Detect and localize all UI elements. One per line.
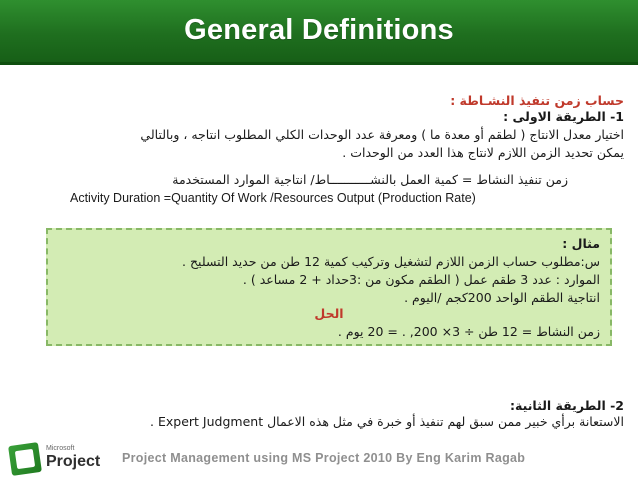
method1-heading: 1- الطريقة الاولى : bbox=[503, 109, 624, 124]
method2-heading: 2- الطريقة الثانية: bbox=[510, 398, 624, 413]
method1-line-2: يمكن تحديد الزمن اللازم لانتاج هذا العدد من الوحدات . bbox=[342, 145, 624, 160]
method2-text: الاستعانة برأي خبير ممن سبق لهم تنفيذ أو خبرة في مثل هذه الاعمال Expert Judgment . bbox=[150, 414, 624, 429]
slide-title: General Definitions bbox=[184, 14, 454, 46]
formula-english: Activity Duration =Quantity Of Work /Resources Output (Production Rate) bbox=[70, 191, 476, 205]
logo-product-text: Project bbox=[46, 453, 101, 470]
method1-line-1: اختيار معدل الانتاج ( لطقم أو معدة ما ) ومعرفة عدد الوحدات الكلي المطلوب انتاجه ، وبالتالي bbox=[140, 127, 624, 142]
example-solution: زمن النشاط = 12 طن ÷ 3× 200, . = 20 يوم . bbox=[337, 324, 600, 339]
logo-vendor-text: Microsoft bbox=[46, 445, 75, 452]
footer bbox=[0, 440, 638, 479]
project-logo-icon bbox=[8, 442, 42, 476]
example-question: س:مطلوب حساب الزمن اللازم لتشغيل وتركيب كمية 12 طن من حديد التسليح . bbox=[182, 254, 600, 269]
footer-caption: Project Management using MS Project 2010 By Eng Karim Ragab bbox=[122, 451, 526, 465]
example-resources: الموارد : عدد 3 طقم عمل ( الطقم مكون من :3حداد + 2 مساعد ) . bbox=[242, 272, 600, 287]
section-heading: حساب زمن تنفيذ النشـاطة : bbox=[450, 93, 624, 108]
example-solution-label: الحل bbox=[314, 306, 344, 321]
title-bar bbox=[0, 0, 638, 65]
example-productivity: انتاجية الطقم الواحد 200كجم /اليوم . bbox=[404, 290, 600, 305]
example-box bbox=[46, 228, 612, 346]
formula-arabic: زمن تنفيذ النشاط = كمية العمل بالنشـــــــــــاط/ انتاجية الموارد المستخدمة bbox=[172, 172, 568, 187]
example-heading: مثال : bbox=[562, 236, 600, 251]
